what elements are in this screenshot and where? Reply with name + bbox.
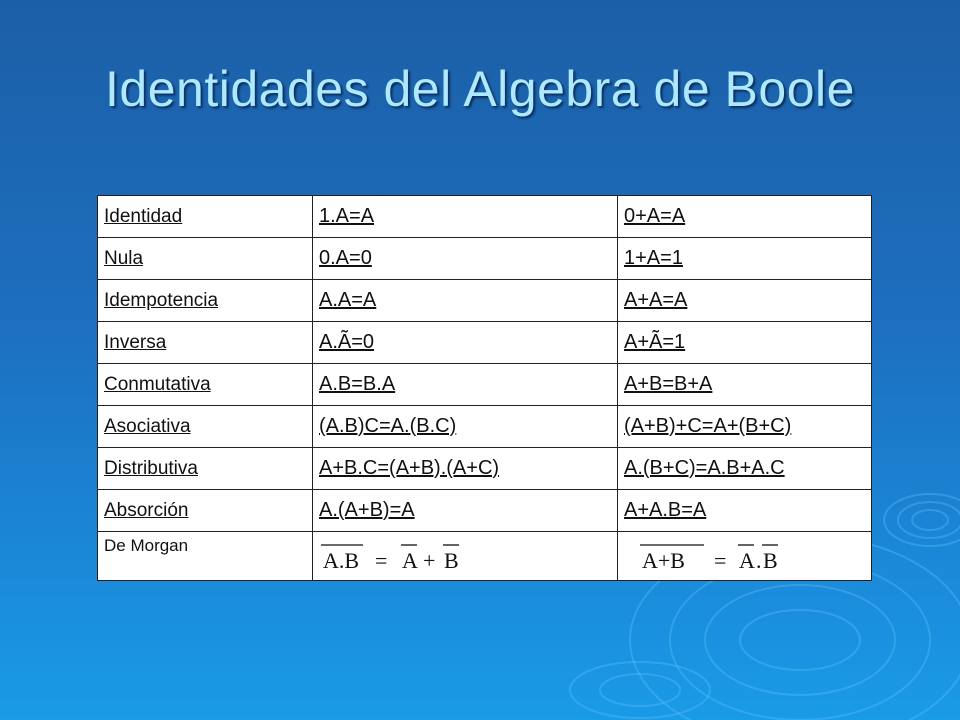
identity-and-form: (A.B)C=A.(B.C): [313, 406, 618, 448]
identity-name: Conmutativa: [98, 364, 313, 406]
table-row: [98, 406, 872, 448]
table-row: [98, 196, 872, 238]
identity-or-form: A+B=B+A: [618, 364, 872, 406]
table-row: [98, 238, 872, 280]
identity-or-form: A+A.B=A: [618, 490, 872, 532]
identity-and-form: A+B.C=(A+B).(A+C): [313, 448, 618, 490]
table-row: [98, 280, 872, 322]
de-morgan-formula-1: [319, 536, 489, 576]
identity-or-form: A+A=A: [618, 280, 872, 322]
de-morgan-law-1: [313, 532, 618, 581]
table-row-de-morgan: [98, 532, 872, 581]
identity-or-form: A+Ã=1: [618, 322, 872, 364]
table-row: [98, 490, 872, 532]
formula-2-equals: =: [714, 548, 727, 573]
formula-2-lhs: A+B: [642, 548, 685, 573]
formula-1-term-a: A: [402, 548, 418, 573]
formula-1-term-b: B: [444, 548, 459, 573]
formula-2-dot: .: [756, 548, 762, 573]
identity-or-form: 0+A=A: [618, 196, 872, 238]
de-morgan-formula-2: [638, 536, 808, 576]
identity-name: De Morgan: [98, 532, 313, 581]
identity-and-form: A.(A+B)=A: [313, 490, 618, 532]
formula-2-term-b: B: [763, 548, 778, 573]
identity-or-form: A.(B+C)=A.B+A.C: [618, 448, 872, 490]
formula-2-term-a: A: [739, 548, 755, 573]
formula-1-plus: +: [423, 548, 436, 573]
identity-name: Distributiva: [98, 448, 313, 490]
table-row: [98, 364, 872, 406]
slide-title: Identidades del Algebra de Boole: [105, 61, 855, 117]
identity-or-form: (A+B)+C=A+(B+C): [618, 406, 872, 448]
identity-name: Absorción: [98, 490, 313, 532]
identity-name: Nula: [98, 238, 313, 280]
identity-name: Inversa: [98, 322, 313, 364]
identity-and-form: 0.A=0: [313, 238, 618, 280]
identity-or-form: 1+A=1: [618, 238, 872, 280]
identity-and-form: A.Ã=0: [313, 322, 618, 364]
table-row: [98, 448, 872, 490]
table-row: [98, 322, 872, 364]
boolean-identities-table: [97, 195, 872, 581]
formula-1-equals: =: [375, 548, 388, 573]
identity-name: Asociativa: [98, 406, 313, 448]
formula-1-lhs: A.B: [323, 548, 360, 573]
de-morgan-law-2: [618, 532, 872, 581]
identity-and-form: 1.A=A: [313, 196, 618, 238]
identity-and-form: A.A=A: [313, 280, 618, 322]
identity-and-form: A.B=B.A: [313, 364, 618, 406]
identity-name: Idempotencia: [98, 280, 313, 322]
identity-name: Identidad: [98, 196, 313, 238]
